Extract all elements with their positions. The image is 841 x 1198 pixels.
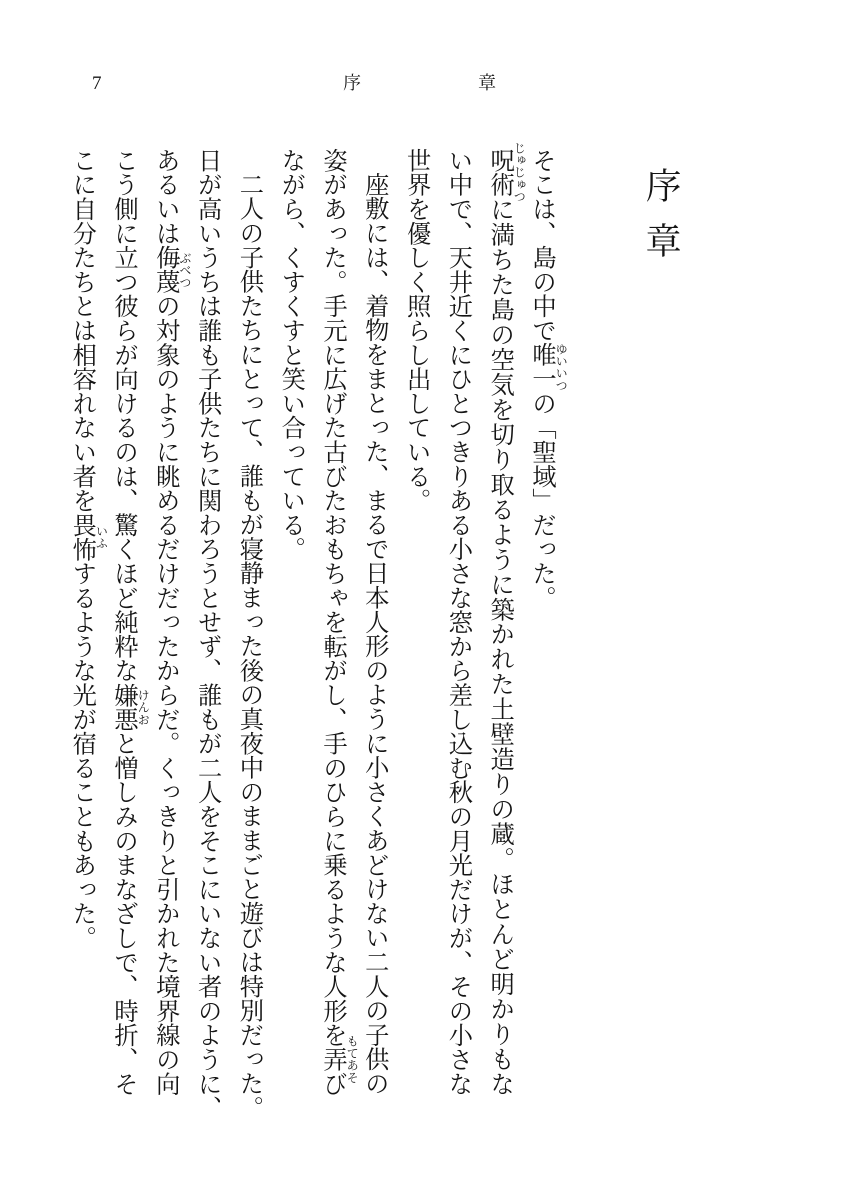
- ruby-word: [319, 1034, 360, 1084]
- text-line-12: [61, 148, 109, 1096]
- ruby-word: [528, 342, 569, 392]
- text-line-10: [145, 148, 192, 1096]
- text-run: の「聖域」だった。: [528, 391, 557, 610]
- ruby-reading: もてあそ: [345, 1034, 360, 1084]
- ruby-reading: けんお: [136, 688, 151, 726]
- text-line-5: [354, 148, 396, 1096]
- text-run: と憎しみのまなざしで、時折、そ: [110, 731, 140, 1096]
- ruby-base: 畏怖: [68, 512, 98, 562]
- ruby-base: 呪術: [486, 148, 516, 197]
- text-line-3: [438, 148, 480, 1096]
- ruby-base: 嫌悪: [110, 682, 140, 732]
- ruby-base: 唯一: [528, 342, 557, 392]
- ruby-word: [486, 141, 527, 203]
- chapter-title: 序章: [640, 167, 681, 277]
- ruby-word: [68, 512, 109, 562]
- text-line-4: [396, 148, 438, 1096]
- ruby-reading: ぶべつ: [177, 251, 192, 288]
- text-run: 姿があった。手元に広げた古びたおもちゃを転がし、手のひらに乗るような人形を: [319, 148, 349, 1048]
- text-run: 日が高いうちは誰も子供たちに関わろうとせず、誰もが二人をそこにいない者のように、: [193, 148, 223, 1120]
- text-run: び: [319, 1071, 349, 1096]
- text-line-8: [229, 148, 271, 1120]
- text-line-9: [187, 148, 229, 1120]
- text-line-2: [479, 141, 527, 1096]
- text-run: 世界を優しく照らし出している。: [402, 148, 432, 513]
- ruby-reading: いふ: [94, 524, 109, 549]
- text-run: の対象のように眺めるだけだったからだ。くっきりと引かれた境界線の向: [151, 293, 181, 1096]
- text-line-11: [103, 148, 151, 1096]
- text-run: そこは、島の中で: [528, 148, 557, 343]
- ruby-base: 弄: [319, 1047, 349, 1072]
- ruby-reading: じゅじゅつ: [512, 141, 527, 203]
- ruby-word: [110, 682, 151, 732]
- body-text: [61, 141, 569, 1120]
- ruby-base: 侮蔑: [151, 245, 181, 294]
- text-run: こう側に立つ彼らが向けるのは、驚くほど純粋な: [110, 148, 140, 683]
- text-line-6: [312, 148, 360, 1096]
- text-line-1: [521, 148, 569, 1096]
- text-run: 二人の子供たちにとって、誰もが寝静まった後の真夜中のままごと遊びは特別だった。: [235, 172, 265, 1120]
- text-run: ながら、くすくすと笑い合っている。: [277, 148, 307, 562]
- text-run: い中で、天井近くにひとつきりある小さな窓から差し込む秋の月光だけが、その小さな: [444, 148, 474, 1096]
- page-number: 7: [92, 73, 102, 94]
- running-head: 序章: [343, 73, 613, 94]
- text-run: 座敷には、着物をまとった、まるで日本人形のように小さくあどけない二人の子供の: [360, 172, 390, 1096]
- text-run: するような光が宿ることもあった。: [68, 561, 98, 950]
- ruby-reading: ゆいいつ: [554, 342, 569, 392]
- ruby-word: [151, 245, 192, 294]
- text-run: あるいは: [151, 148, 181, 246]
- text-line-7: [270, 148, 312, 1096]
- text-run: に満ちた島の空気を切り取るように築かれた土壁造りの蔵。ほとんど明かりもな: [486, 196, 516, 1096]
- text-run: こに自分たちとは相容れない者を: [68, 148, 98, 513]
